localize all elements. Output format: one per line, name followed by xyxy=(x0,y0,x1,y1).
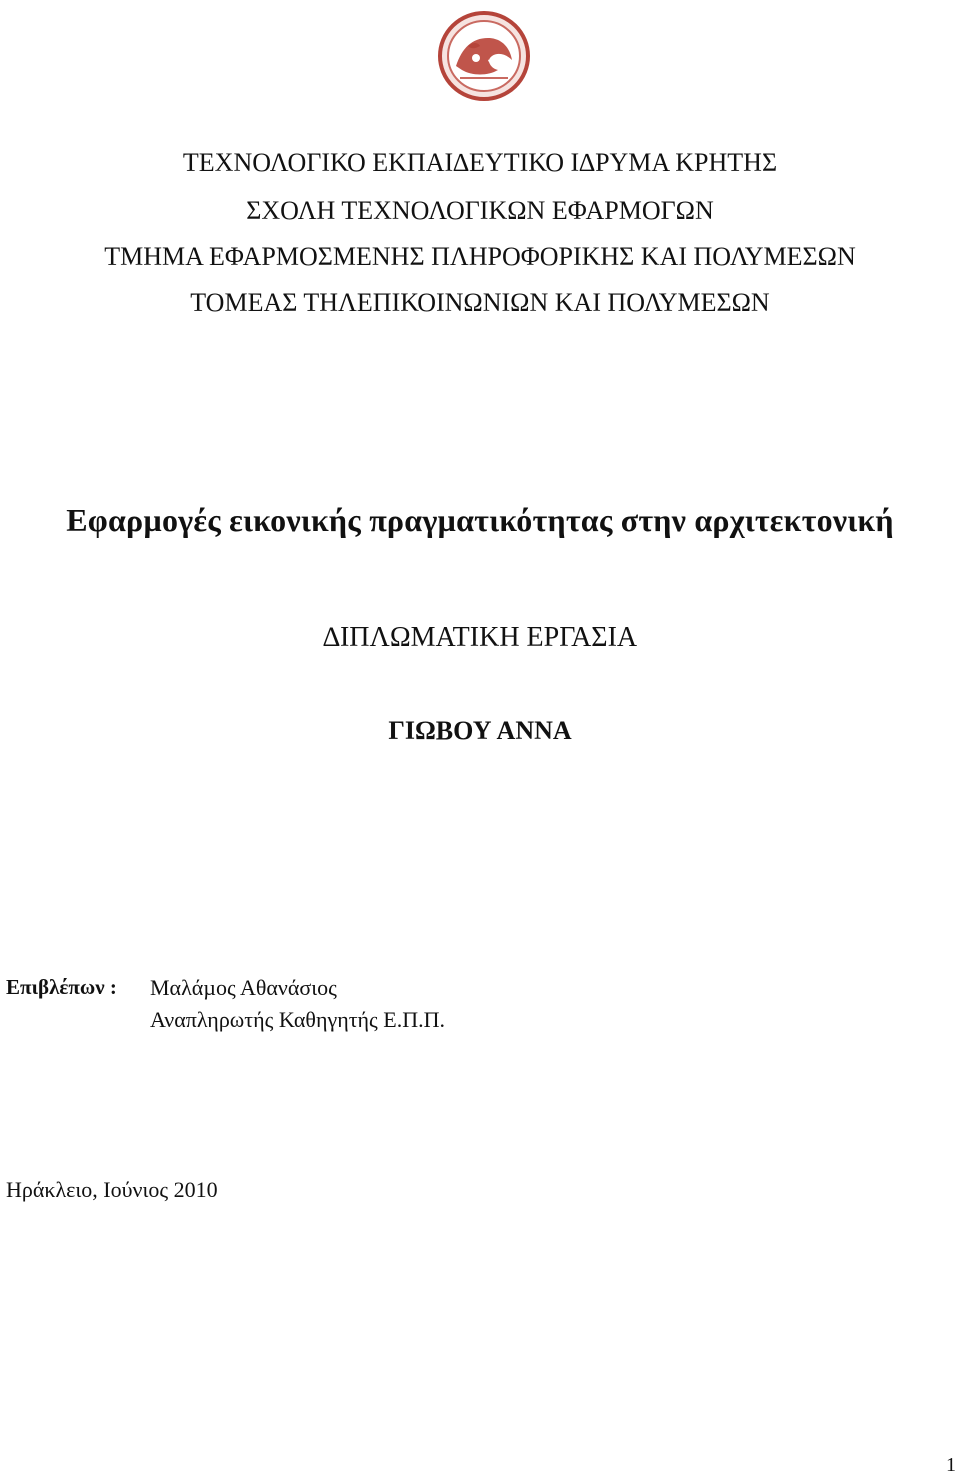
department-name: ΤΜΗΜΑ ΕΦΑΡΜΟΣΜΕΝΗΣ ΠΛΗΡΟΦΟΡΙΚΗΣ ΚΑΙ ΠΟΛΥΜΕΣΩΝ xyxy=(104,242,856,271)
thesis-title: Εφαρµογές εικονικής πραγµατικότητας στην αρχιτεκτονική xyxy=(66,502,894,538)
sector-name: ΤΟΜΕΑΣ ΤΗΛΕΠΙΚΟΙΝΩΝΙΩΝ ΚΑΙ ΠΟΛΥΜΕΣΩΝ xyxy=(190,288,770,317)
page-number: 1 xyxy=(946,1454,956,1476)
place-date: Ηράκλειο, Ιούνιος 2010 xyxy=(6,1177,218,1202)
university-seal-icon xyxy=(432,8,536,104)
document-type: ∆ΙΠΛΩΜΑΤΙΚΗ ΕΡΓΑΣΙΑ xyxy=(322,622,638,653)
supervisor-name: Μαλάµος Αθανάσιος xyxy=(150,975,337,1000)
author-name: ΓΙΩΒΟΥ ΑΝΝΑ xyxy=(388,716,572,745)
institution-name: ΤΕΧΝΟΛΟΓΙΚΟ ΕΚΠΑΙ∆ΕΥΤΙΚΟ Ι∆ΡΥΜΑ ΚΡΗΤΗΣ xyxy=(182,148,778,177)
supervisor-title: Αναπληρωτής Καθηγητής Ε.Π.Π. xyxy=(150,1007,445,1032)
supervisor-label: Επιβλέπων : xyxy=(6,975,117,999)
school-name: ΣΧΟΛΗ ΤΕΧΝΟΛΟΓΙΚΩΝ ΕΦΑΡΜΟΓΩΝ xyxy=(246,196,714,225)
